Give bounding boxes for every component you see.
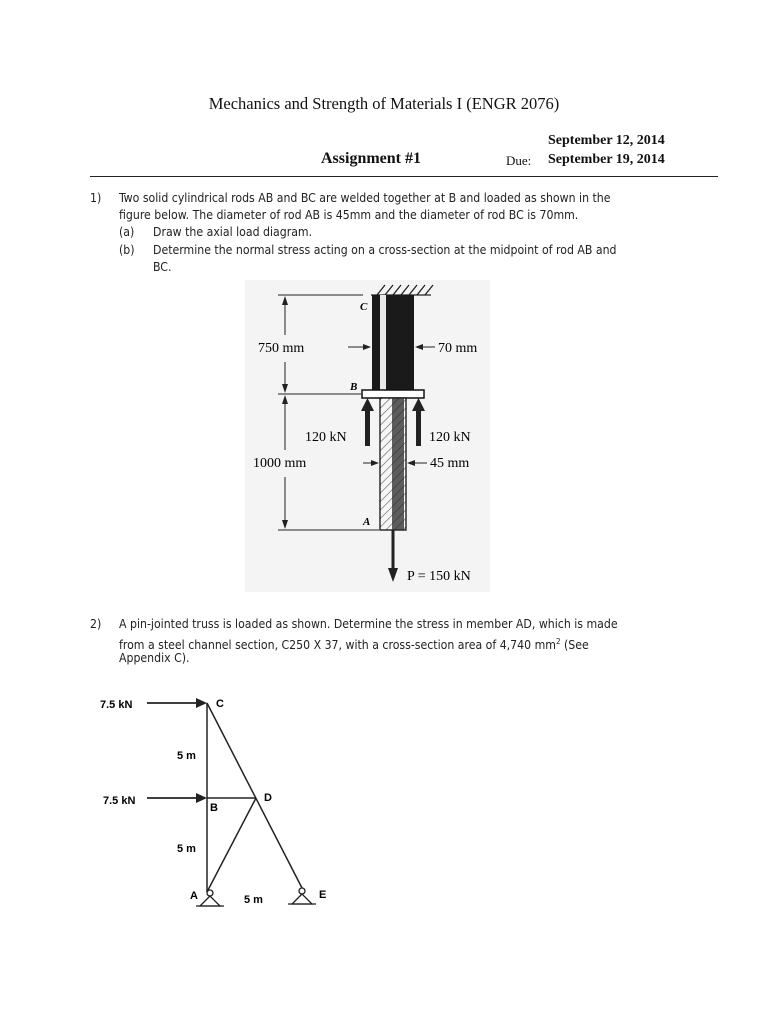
truss-figure bbox=[90, 685, 350, 920]
load-left-label: 120 kN bbox=[305, 430, 347, 445]
question-2-text-line-2-main: from a steel channel section, C250 X 37, with a cross-section area of 4,740 mm bbox=[119, 638, 556, 653]
question-1-part-a-label: (a) bbox=[119, 225, 135, 239]
length-bc-label: 750 mm bbox=[258, 341, 305, 356]
question-1-part-b-label: (b) bbox=[119, 243, 135, 257]
dimension-label-lower: 5 m bbox=[177, 843, 196, 855]
node-label-c: C bbox=[216, 698, 224, 710]
pin-support-e bbox=[288, 888, 316, 904]
point-label-c: C bbox=[360, 301, 368, 313]
rod-bc bbox=[372, 295, 414, 390]
area-unit-superscript: 2 bbox=[555, 637, 561, 646]
question-1-part-b-text-line-2: BC. bbox=[153, 260, 172, 274]
diameter-bc-label: 70 mm bbox=[438, 341, 478, 356]
question-1-number: 1) bbox=[90, 191, 102, 205]
truss-load-label-top: 7.5 kN bbox=[100, 699, 133, 711]
rod-ab-shade bbox=[392, 398, 404, 530]
rod-figure bbox=[245, 280, 495, 592]
node-label-e: E bbox=[319, 889, 327, 901]
question-1-part-a-text: Draw the axial load diagram. bbox=[153, 225, 313, 239]
collar-b bbox=[362, 390, 424, 398]
dimension-label-base: 5 m bbox=[244, 894, 263, 906]
assignment-title: Assignment #1 bbox=[321, 150, 422, 167]
truss-members bbox=[207, 703, 302, 892]
question-1-text-line-2: figure below. The diameter of rod AB is 45mm and the diameter of rod BC is 70mm. bbox=[119, 208, 579, 222]
question-2-text-line-3: Appendix C). bbox=[119, 651, 190, 665]
question-2-text-line-1: A pin-jointed truss is loaded as shown. Determine the stress in member AD, which is made bbox=[119, 617, 618, 631]
point-label-a: A bbox=[363, 516, 371, 528]
node-label-d: D bbox=[264, 792, 272, 804]
load-p-label: P = 150 kN bbox=[407, 569, 471, 584]
length-ab-label: 1000 mm bbox=[253, 456, 307, 471]
date-issued: September 12, 2014 bbox=[548, 133, 665, 148]
question-1-part-b-text-line-1: Determine the normal stress acting on a cross-section at the midpoint of rod AB and bbox=[153, 243, 617, 257]
header-divider bbox=[90, 176, 718, 177]
node-label-a: A bbox=[190, 890, 198, 902]
question-1-text-line-1: Two solid cylindrical rods AB and BC are welded together at B and loaded as shown in the bbox=[119, 191, 611, 205]
truss-load-label-mid: 7.5 kN bbox=[103, 795, 136, 807]
question-2-text-line-2-tail: (See bbox=[560, 638, 589, 653]
dimension-label-upper: 5 m bbox=[177, 750, 196, 762]
node-label-b: B bbox=[210, 802, 218, 814]
diameter-ab-label: 45 mm bbox=[430, 456, 470, 471]
due-label: Due: bbox=[506, 153, 532, 168]
question-2-number: 2) bbox=[90, 617, 102, 631]
load-right-label: 120 kN bbox=[429, 430, 471, 445]
due-date: September 19, 2014 bbox=[548, 152, 665, 167]
pin-support-a bbox=[196, 890, 224, 906]
point-label-b: B bbox=[350, 381, 358, 393]
course-title: Mechanics and Strength of Materials I (ENGR 2076) bbox=[208, 94, 560, 113]
rod-bc-highlight bbox=[380, 295, 386, 390]
